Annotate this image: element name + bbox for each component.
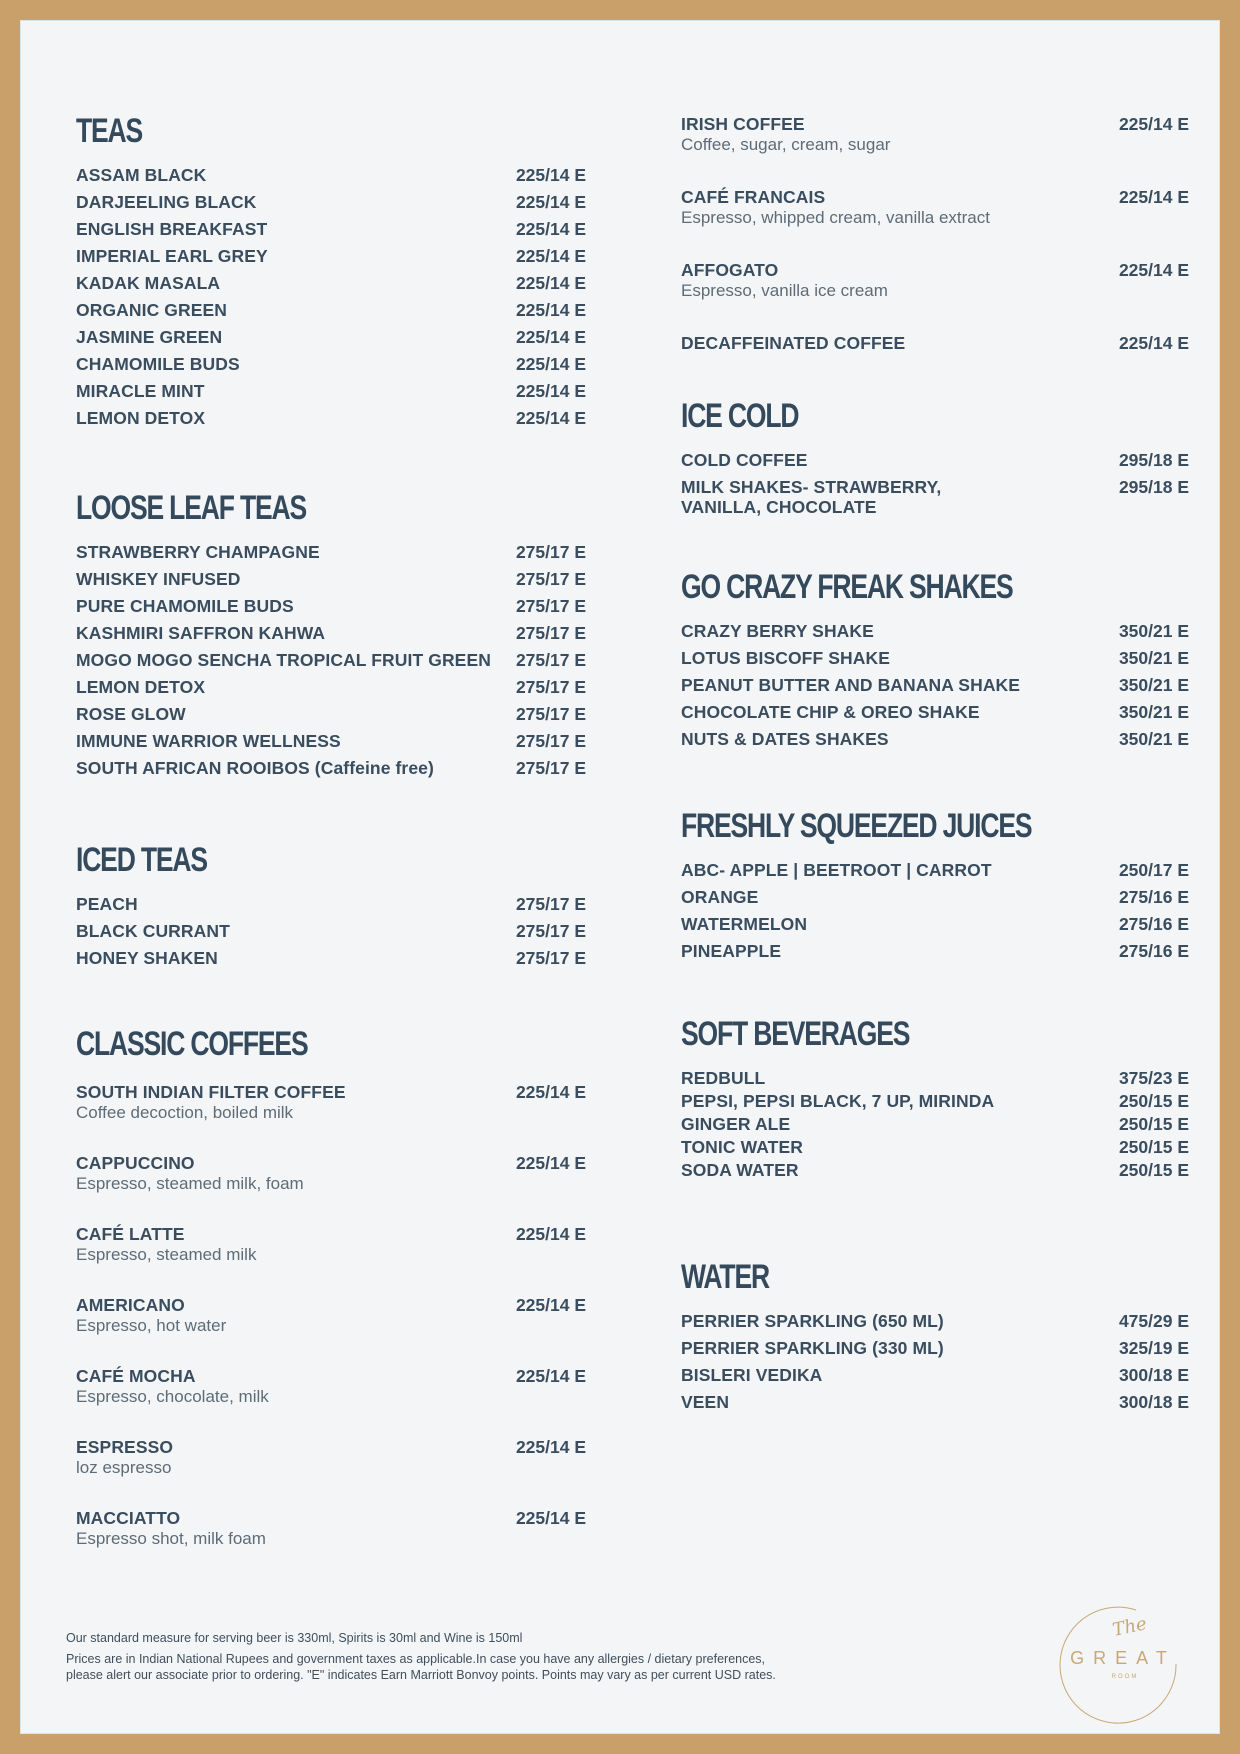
menu-item: [681, 729, 1189, 756]
juices-list: [681, 860, 1189, 968]
item-name: PEPSI, PEPSI BLACK, 7 UP, MIRINDA: [681, 1091, 995, 1111]
item-price: 250/15 E: [1118, 1160, 1189, 1180]
iced-teas-list: [76, 894, 586, 975]
item-name: CAFÉ FRANCAIS: [681, 187, 826, 207]
menu-item-row: [76, 894, 586, 921]
section-soft-beverages: [681, 1014, 1189, 1183]
menu-item: [76, 1224, 586, 1266]
logo-sub-text: ROOM: [1111, 1674, 1139, 1680]
the-great-room-logo: [1058, 1602, 1188, 1732]
menu-item-row: [76, 354, 586, 381]
item-price: 225/14 E: [515, 273, 586, 293]
menu-item: [76, 1082, 586, 1124]
footer-notes: [66, 1630, 886, 1683]
item-name: PEACH: [76, 894, 138, 914]
menu-item: [76, 273, 586, 300]
section-title-juices: FRESHLY SQUEEZED JUICES: [681, 807, 1032, 845]
item-name: ASSAM BLACK: [76, 165, 207, 185]
item-price: 225/14 E: [515, 354, 586, 374]
classic-coffees-list: [76, 1082, 586, 1550]
menu-item-row: [76, 650, 586, 677]
item-name: AMERICANO: [76, 1295, 185, 1315]
menu-item: [76, 650, 586, 677]
section-title-classic-coffees: CLASSIC COFFEES: [76, 1025, 308, 1063]
item-name: REDBULL: [681, 1068, 766, 1088]
menu-item: [76, 921, 586, 948]
item-name: BISLERI VEDIKA: [681, 1365, 823, 1385]
menu-item: [681, 621, 1189, 648]
item-price: 275/17 E: [515, 921, 586, 941]
menu-item-row: [76, 1295, 586, 1315]
section-water: [681, 1257, 1189, 1419]
item-description: Espresso, hot water: [76, 1316, 227, 1335]
menu-item: [76, 192, 586, 219]
menu-item: [76, 246, 586, 273]
item-name: LOTUS BISCOFF SHAKE: [681, 648, 890, 668]
menu-item-row: [76, 300, 586, 327]
menu-item: [76, 542, 586, 569]
menu-item: [76, 408, 586, 435]
section-title-water: WATER: [681, 1258, 769, 1296]
menu-item-row: [76, 677, 586, 704]
item-price: 225/14 E: [515, 1082, 586, 1102]
item-name: ORANGE: [681, 887, 759, 907]
section-classic-coffees: [76, 1024, 586, 1550]
item-price: 225/14 E: [515, 327, 586, 347]
item-price: 225/14 E: [1118, 333, 1189, 353]
item-price: 225/14 E: [515, 1366, 586, 1386]
item-name: VEEN: [681, 1392, 730, 1412]
item-price: 225/14 E: [515, 1224, 586, 1244]
item-price: 350/21 E: [1118, 621, 1189, 641]
menu-item-row: [76, 758, 586, 785]
item-price: 225/14 E: [515, 219, 586, 239]
item-name: DARJEELING BLACK: [76, 192, 257, 212]
item-name: ORGANIC GREEN: [76, 300, 228, 320]
item-price: 275/17 E: [515, 948, 586, 968]
menu-item: [681, 914, 1189, 941]
item-price: 275/17 E: [515, 731, 586, 751]
menu-item-row: [681, 187, 1189, 207]
menu-item-row: [76, 1508, 586, 1528]
menu-item-row: [76, 921, 586, 948]
menu-item-row: [76, 623, 586, 650]
menu-item: [76, 677, 586, 704]
footer-price-note: Prices are in Indian National Rupees and government taxes as applicable.In case you have any allergies / dietary preferences,: [66, 1652, 766, 1666]
menu-item-row: [76, 1153, 586, 1173]
menu-item: [681, 1091, 1189, 1114]
freak-shakes-list: [681, 621, 1189, 756]
item-name: DECAFFEINATED COFFEE: [681, 333, 906, 353]
item-name: PINEAPPLE: [681, 941, 782, 961]
menu-item: [76, 1295, 586, 1337]
menu-item-row: [681, 114, 1189, 134]
item-name: MILK SHAKES- STRAWBERRY, VANILLA, CHOCOLATE: [681, 477, 942, 517]
menu-item: [681, 1068, 1189, 1091]
item-name: TONIC WATER: [681, 1137, 803, 1157]
item-description: Coffee decoction, boiled milk: [76, 1103, 294, 1122]
item-name: LEMON DETOX: [76, 408, 206, 428]
footer-measure-note: Our standard measure for serving beer is 330ml, Spirits is 30ml and Wine is 150ml: [66, 1631, 523, 1645]
ice-cold-list: [681, 450, 1189, 517]
item-name: STRAWBERRY CHAMPAGNE: [76, 542, 320, 562]
item-name: MOGO MOGO SENCHA TROPICAL FRUIT GREEN: [76, 650, 491, 670]
item-price: 300/18 E: [1118, 1392, 1189, 1412]
menu-item: [76, 219, 586, 246]
item-description: Espresso, vanilla ice cream: [681, 281, 888, 300]
menu-item-row: [76, 569, 586, 596]
item-price: 275/17 E: [515, 650, 586, 670]
item-price: 250/15 E: [1118, 1137, 1189, 1157]
item-price: 350/21 E: [1118, 675, 1189, 695]
menu-item: [76, 948, 586, 975]
item-price: 475/29 E: [1118, 1311, 1189, 1331]
menu-item-row: [76, 192, 586, 219]
item-name: MACCIATTO: [76, 1508, 181, 1528]
item-price: 275/16 E: [1118, 914, 1189, 934]
item-name: WATERMELON: [681, 914, 808, 934]
item-price: 350/21 E: [1118, 729, 1189, 749]
menu-page: [20, 20, 1220, 1734]
item-name: MIRACLE MINT: [76, 381, 205, 401]
item-price: 225/14 E: [515, 408, 586, 428]
coffees-continued-list: [681, 114, 1189, 353]
menu-item-row: [76, 1224, 586, 1244]
item-price: 225/14 E: [515, 165, 586, 185]
item-price: 225/14 E: [1118, 260, 1189, 280]
item-name: ROSE GLOW: [76, 704, 186, 724]
section-loose-leaf-teas: [76, 488, 586, 785]
menu-item-row: [681, 1137, 1189, 1160]
item-price: 350/21 E: [1118, 648, 1189, 668]
menu-item-row: [681, 1365, 1189, 1392]
menu-item-row: [681, 450, 1189, 477]
item-price: 350/21 E: [1118, 702, 1189, 722]
item-name: ENGLISH BREAKFAST: [76, 219, 268, 239]
menu-item: [76, 327, 586, 354]
logo-main-text: GREAT: [1070, 1648, 1176, 1668]
menu-item: [76, 381, 586, 408]
menu-item: [76, 569, 586, 596]
menu-item-row: [76, 1437, 586, 1457]
menu-item: [76, 758, 586, 785]
item-price: 275/16 E: [1118, 887, 1189, 907]
menu-item: [681, 1114, 1189, 1137]
item-price: 225/14 E: [515, 300, 586, 320]
item-name: PEANUT BUTTER AND BANANA SHAKE: [681, 675, 1021, 695]
item-description: Espresso, steamed milk: [76, 1245, 257, 1264]
menu-item-row: [681, 621, 1189, 648]
item-name: IMPERIAL EARL GREY: [76, 246, 268, 266]
menu-item: [681, 450, 1189, 477]
menu-item: [76, 596, 586, 623]
menu-item-row: [681, 941, 1189, 968]
menu-item: [76, 1366, 586, 1408]
section-title-ice-cold: ICE COLD: [681, 397, 799, 435]
menu-item-row: [681, 260, 1189, 280]
item-price: 300/18 E: [1118, 1365, 1189, 1385]
menu-item: [681, 1137, 1189, 1160]
menu-item-row: [681, 1392, 1189, 1419]
item-price: 375/23 E: [1118, 1068, 1189, 1088]
menu-item-row: [681, 333, 1189, 353]
menu-item: [76, 704, 586, 731]
item-price: 275/17 E: [515, 623, 586, 643]
menu-item-row: [681, 1160, 1189, 1183]
item-name: KASHMIRI SAFFRON KAHWA: [76, 623, 326, 643]
item-name: KADAK MASALA: [76, 273, 221, 293]
menu-item: [681, 675, 1189, 702]
menu-item-row: [76, 219, 586, 246]
item-price: 225/14 E: [515, 192, 586, 212]
menu-item-row: [681, 1338, 1189, 1365]
item-name: JASMINE GREEN: [76, 327, 223, 347]
menu-item-row: [681, 1091, 1189, 1114]
item-description: Espresso, whipped cream, vanilla extract: [681, 208, 990, 227]
item-name: PERRIER SPARKLING (650 ML): [681, 1311, 944, 1331]
teas-list: [76, 165, 586, 435]
menu-item-row: [681, 1068, 1189, 1091]
section-coffees-continued: [681, 114, 1189, 384]
section-iced-teas: [76, 840, 586, 975]
menu-item: [76, 300, 586, 327]
menu-item: [681, 1311, 1189, 1338]
section-juices: [681, 806, 1189, 968]
item-price: 225/14 E: [515, 381, 586, 401]
item-name: IMMUNE WARRIOR WELLNESS: [76, 731, 341, 751]
menu-item: [681, 1365, 1189, 1392]
item-name: CAPPUCCINO: [76, 1153, 195, 1173]
item-name: IRISH COFFEE: [681, 114, 805, 134]
item-price: 295/18 E: [1118, 477, 1189, 497]
item-price: 275/17 E: [515, 704, 586, 724]
item-description: Espresso, chocolate, milk: [76, 1387, 269, 1406]
menu-item: [681, 860, 1189, 887]
item-price: 225/14 E: [1118, 187, 1189, 207]
item-description: Espresso, steamed milk, foam: [76, 1174, 304, 1193]
section-title-soft-beverages: SOFT BEVERAGES: [681, 1015, 910, 1053]
item-price: 225/14 E: [515, 1508, 586, 1528]
menu-item-row: [76, 408, 586, 435]
item-price: 225/14 E: [515, 1153, 586, 1173]
menu-item: [76, 894, 586, 921]
item-name: CHAMOMILE BUDS: [76, 354, 240, 374]
menu-item: [681, 260, 1189, 302]
item-name: PURE CHAMOMILE BUDS: [76, 596, 294, 616]
menu-item-row: [76, 948, 586, 975]
menu-item: [681, 1392, 1189, 1419]
item-name: BLACK CURRANT: [76, 921, 230, 941]
menu-item-row: [76, 542, 586, 569]
item-price: 275/17 E: [515, 596, 586, 616]
item-name: CHOCOLATE CHIP & OREO SHAKE: [681, 702, 980, 722]
menu-item: [76, 731, 586, 758]
menu-item: [681, 887, 1189, 914]
menu-item: [76, 1437, 586, 1479]
section-title-teas: TEAS: [76, 112, 143, 150]
item-name: ESPRESSO: [76, 1437, 174, 1457]
item-name: PERRIER SPARKLING (330 ML): [681, 1338, 944, 1358]
item-price: 295/18 E: [1118, 450, 1189, 470]
menu-item-row: [681, 860, 1189, 887]
menu-item-row: [681, 887, 1189, 914]
item-name: COLD COFFEE: [681, 450, 808, 470]
item-price: 275/16 E: [1118, 941, 1189, 961]
menu-item-row: [681, 477, 1189, 517]
menu-item: [681, 333, 1189, 353]
menu-item-row: [76, 731, 586, 758]
menu-item: [681, 114, 1189, 156]
item-description: loz espresso: [76, 1458, 172, 1477]
item-name: SODA WATER: [681, 1160, 799, 1180]
item-price: 250/15 E: [1118, 1114, 1189, 1134]
loose-leaf-teas-list: [76, 542, 586, 785]
item-price: 275/17 E: [515, 569, 586, 589]
menu-item: [681, 187, 1189, 229]
menu-item-row: [681, 1114, 1189, 1137]
menu-item-row: [76, 381, 586, 408]
section-title-freak-shakes: GO CRAZY FREAK SHAKES: [681, 568, 1013, 606]
menu-item-row: [76, 1082, 586, 1102]
item-description: Espresso shot, milk foam: [76, 1529, 266, 1548]
menu-item: [76, 354, 586, 381]
menu-item-row: [681, 675, 1189, 702]
menu-item: [76, 1508, 586, 1550]
item-price: 225/14 E: [515, 246, 586, 266]
menu-item: [681, 648, 1189, 675]
item-price: 275/17 E: [515, 758, 586, 778]
section-teas: [76, 111, 586, 435]
item-name: CAFÉ LATTE: [76, 1224, 185, 1244]
item-name: CAFÉ MOCHA: [76, 1366, 196, 1386]
item-name: CRAZY BERRY SHAKE: [681, 621, 874, 641]
item-description: Coffee, sugar, cream, sugar: [681, 135, 891, 154]
item-price: 325/19 E: [1118, 1338, 1189, 1358]
item-name: LEMON DETOX: [76, 677, 206, 697]
menu-item-row: [76, 327, 586, 354]
footer-allergy-note: please alert our associate prior to ordering. "E" indicates Earn Marriott Bonvoy points. Points may vary as per current USD rates.: [66, 1668, 776, 1682]
item-price: 275/17 E: [515, 542, 586, 562]
section-title-iced-teas: ICED TEAS: [76, 841, 207, 879]
item-price: 225/14 E: [515, 1437, 586, 1457]
menu-item-row: [681, 729, 1189, 756]
item-name: NUTS & DATES SHAKES: [681, 729, 889, 749]
section-freak-shakes: [681, 567, 1189, 756]
menu-item-row: [76, 1366, 586, 1386]
menu-item-row: [681, 648, 1189, 675]
soft-beverages-list: [681, 1068, 1189, 1183]
section-title-loose-leaf-teas: LOOSE LEAF TEAS: [76, 489, 306, 527]
item-name: GINGER ALE: [681, 1114, 791, 1134]
menu-item-row: [681, 702, 1189, 729]
menu-item: [681, 702, 1189, 729]
item-name: AFFOGATO: [681, 260, 779, 280]
menu-item-row: [76, 704, 586, 731]
menu-item: [76, 623, 586, 650]
menu-item: [681, 941, 1189, 968]
menu-item: [681, 1338, 1189, 1365]
menu-item-row: [76, 246, 586, 273]
menu-item-row: [76, 273, 586, 300]
item-price: 225/14 E: [515, 1295, 586, 1315]
menu-item: [76, 165, 586, 192]
menu-item-row: [76, 596, 586, 623]
section-ice-cold: [681, 396, 1189, 517]
water-list: [681, 1311, 1189, 1419]
item-name: WHISKEY INFUSED: [76, 569, 241, 589]
menu-item-row: [681, 1311, 1189, 1338]
menu-item-row: [681, 914, 1189, 941]
item-price: 275/17 E: [515, 894, 586, 914]
item-price: 275/17 E: [515, 677, 586, 697]
menu-item: [681, 1160, 1189, 1183]
item-name: SOUTH INDIAN FILTER COFFEE: [76, 1082, 346, 1102]
item-price: 225/14 E: [1118, 114, 1189, 134]
item-name: SOUTH AFRICAN ROOIBOS (Caffeine free): [76, 758, 434, 778]
logo-script-text: The: [1110, 1613, 1149, 1641]
item-name: ABC- APPLE | BEETROOT | CARROT: [681, 860, 992, 880]
item-price: 250/17 E: [1118, 860, 1189, 880]
item-price: 250/15 E: [1118, 1091, 1189, 1111]
item-name: HONEY SHAKEN: [76, 948, 218, 968]
menu-item: [681, 477, 1189, 517]
menu-item-row: [76, 165, 586, 192]
menu-item: [76, 1153, 586, 1195]
